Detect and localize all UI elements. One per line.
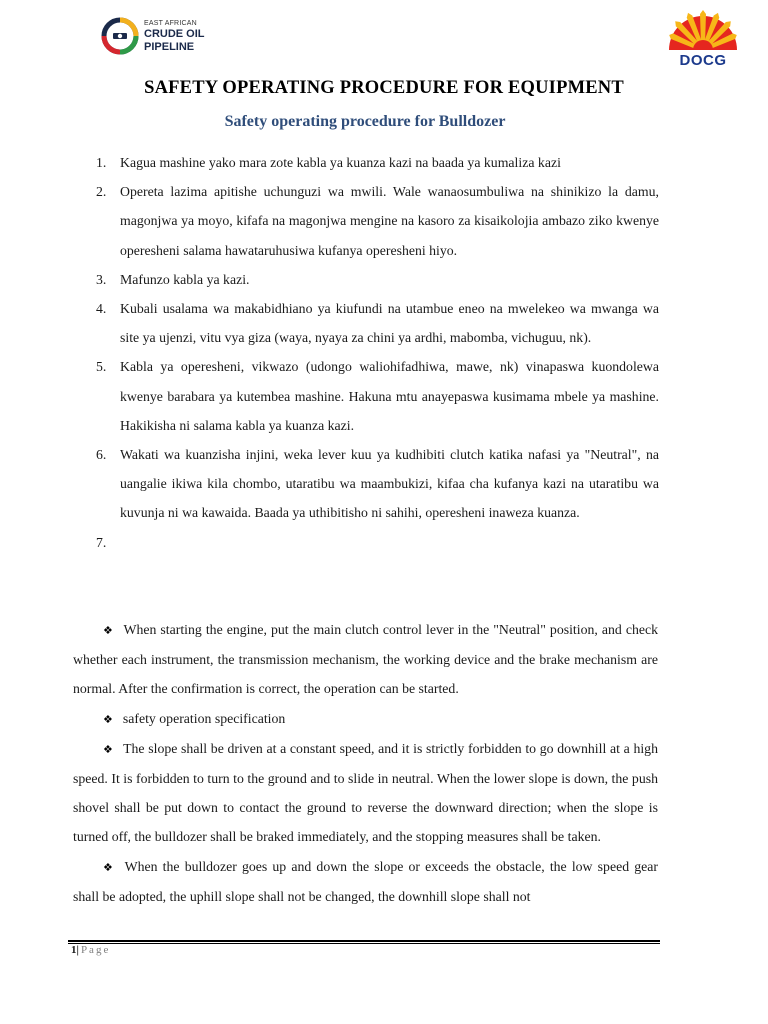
page-number: 1 — [71, 944, 77, 956]
list-item — [96, 177, 659, 265]
list-item-number: 1. — [96, 155, 107, 170]
eacop-ring-logo-icon — [100, 16, 140, 56]
list-item — [96, 294, 659, 352]
list-item-number: 5. — [96, 359, 107, 375]
document-title: SAFETY OPERATING PROCEDURE FOR EQUIPMENT — [144, 78, 624, 98]
footer-rule-thin — [68, 943, 660, 944]
eacop-logo-line3: PIPELINE — [144, 41, 195, 53]
list-item — [96, 265, 659, 294]
list-item-text: Opereta lazima apitishe uchunguzi wa mwili. Wale wanaosumbuliwa na shinikizo la damu, magonjwa ya moyo, kifafa na magonjwa mengine na kasoro za kisaikolojia ambazo ziko kwenye operesheni salama hawataruhusiwa kufanya operesheni hiyo. — [120, 184, 659, 258]
docg-logo-text: DOCG — [679, 52, 727, 69]
list-item — [96, 148, 659, 177]
list-item-number: 3. — [96, 271, 107, 287]
diamond-bullet-icon: ❖ — [103, 860, 115, 874]
page-footer — [71, 944, 110, 956]
list-item-number: 6. — [96, 447, 107, 463]
docg-flame-logo-icon — [663, 8, 743, 52]
list-item — [96, 440, 659, 528]
list-item-text: Kabla ya operesheni, vikwazo (udongo waliohifadhiwa, mawe, nk) vinapaswa kuondolewa kwenye barabara ya kutembea mashine. Hakuna mtu anayepaswa kusimama mbele ya mashine. Hakikisha ni salama kabla ya kuanza kazi. — [120, 359, 659, 433]
english-section — [73, 615, 658, 911]
document-subtitle: Safety operating procedure for Bulldozer — [224, 113, 506, 130]
eacop-logo-line2: CRUDE OIL — [144, 28, 205, 40]
eacop-logo-line1: EAST AFRICAN — [144, 20, 197, 27]
list-item-number: 2. — [96, 184, 107, 200]
footer-rule — [68, 940, 660, 942]
list-item-number: 4. — [96, 301, 107, 317]
eacop-logo — [100, 16, 210, 56]
english-paragraph-4 — [73, 852, 658, 911]
english-paragraph-1 — [73, 615, 658, 704]
list-item-number: 7. — [96, 534, 107, 550]
list-item — [96, 352, 659, 440]
english-paragraph-3-text: The slope shall be driven at a constant speed, and it is strictly forbidden to go downhill at a high speed. It is forbidden to turn to the ground and to slide in neutral. When the lower slope is down, the push shovel shall be put down to contact the ground to reverse the downward direction; when the slope is turned off, the bulldozer shall be braked immediately, and the stopping measures shall be taken. — [73, 740, 658, 845]
page-label: Page — [80, 944, 111, 956]
list-item-text: Kagua mashine yako mara zote kabla ya kuanza kazi na baada ya kumaliza kazi — [120, 155, 561, 170]
english-paragraph-2-text: safety operation specification — [122, 710, 286, 726]
list-item-text: Mafunzo kabla ya kazi. — [120, 271, 250, 287]
list-item-text: Wakati wa kuanzisha injini, weka lever kuu ya kudhibiti clutch katika nafasi ya "Neutral", na uangalie ikiwa kila chombo, utaratibu wa maambukizi, kifaa cha kufanya kazi na utaratibu wa kuvunja ni wa kawaida. Baada ya uthibitisho ni sahihi, operesheni inaweza kuanza. — [120, 447, 659, 521]
english-paragraph-2 — [73, 704, 658, 734]
diamond-bullet-icon: ❖ — [103, 742, 114, 756]
list-item-text: Kubali usalama wa makabidhiano ya kiufundi na utambue eneo na mwelekeo wa mwanga wa site ya ujenzi, vitu vya giza (waya, nyaya za chini ya ardhi, mabomba, vichuguu, nk). — [120, 301, 659, 346]
english-paragraph-1-text: When starting the engine, put the main clutch control lever in the "Neutral" position, and check whether each instrument, the transmission mechanism, the working device and the brake mechanism are normal. After the confirmation is correct, the operation can be started. — [73, 622, 658, 697]
english-paragraph-4-text: When the bulldozer goes up and down the slope or exceeds the obstacle, the low speed gear shall be adopted, the uphill slope shall not be changed, the downhill slope shall not — [73, 858, 658, 904]
english-paragraph-3 — [73, 734, 658, 852]
diamond-bullet-icon: ❖ — [103, 624, 114, 637]
page-separator: | — [76, 944, 79, 956]
numbered-procedure-list — [96, 148, 659, 550]
diamond-bullet-icon: ❖ — [103, 712, 113, 726]
docg-logo — [663, 8, 743, 70]
